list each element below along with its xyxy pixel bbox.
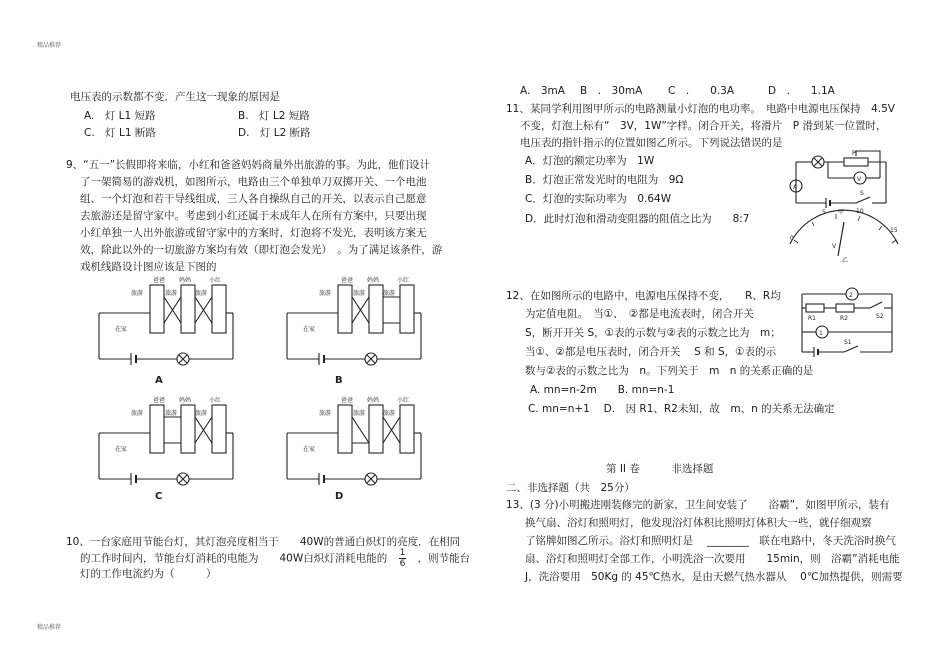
label-dad: 爸爸 — [341, 277, 354, 284]
q9-line: 小红单独一人出外旅游或留守家中的方案时，灯泡将不发光，表明该方案无 — [80, 227, 427, 239]
r2-label: R2 — [840, 315, 848, 322]
label-mom: 妈妈 — [367, 277, 380, 284]
meter-needle — [838, 222, 844, 256]
s2-label: S2 — [876, 313, 884, 320]
label-travel: 旅游 — [383, 410, 396, 417]
meter-unit: V — [832, 243, 837, 250]
r2-resistor — [836, 304, 854, 312]
section-title: 第 II 卷 非选择题 — [606, 463, 714, 475]
q12-circuit — [788, 282, 898, 364]
figure-yi-label: 乙 — [842, 257, 849, 264]
label-home: 在家 — [303, 326, 316, 333]
q12-line: 数与②表的示数之比为 n。下列关于 m n 的关系正确的是 — [525, 365, 814, 377]
diagram-b — [287, 285, 421, 365]
q9-line: 戏机线路设计图应该是下图的 — [80, 261, 217, 273]
rheostat-icon — [844, 158, 868, 166]
label-home: 在家 — [115, 326, 128, 333]
meter-ticks — [794, 214, 896, 243]
q12-option-ab: A. mn=n-2m B. mn=n-1 — [530, 384, 675, 396]
label-travel: 旅游 — [165, 290, 178, 297]
option-a-caption: A — [155, 375, 163, 386]
section-subtitle: 二、非选择题（共 25分） — [506, 482, 635, 494]
q12-line: 当①、②都是电压表时，闭合开关 S 和 S，①表的示 — [525, 346, 777, 358]
q8-option-d: D. 灯 L2 断路 — [238, 127, 311, 139]
q8-option-b: B. 灯 L2 短路 — [238, 110, 310, 122]
label-hong: 小红 — [397, 397, 410, 404]
svg-text:A: A — [793, 184, 798, 191]
label-hong: 小红 — [209, 277, 222, 284]
diagram-a — [99, 285, 233, 365]
label-dad: 爸爸 — [153, 277, 166, 284]
q11-option-d: D．此时灯泡和滑动变阻器的阻值之比为 8:7 — [525, 213, 750, 225]
label-mom: 妈妈 — [179, 397, 192, 404]
q9-line: 9、“五一”长假即将来临，小红和爸爸妈妈商量外出旅游的事。为此，他们设计 — [66, 159, 431, 171]
label-travel: 旅游 — [383, 290, 396, 297]
watermark-top: 精品推荐 — [37, 42, 62, 49]
q9-circuit-diagrams — [95, 277, 435, 505]
watermark-bottom: 精品推荐 — [37, 624, 62, 631]
svg-text:V: V — [857, 176, 862, 183]
label-dad: 爸爸 — [153, 397, 166, 404]
q11-line: 不变，灯泡上标有“ 3V，1W”字样。闭合开关，将滑片 P 滑到某一位置时， — [520, 120, 887, 132]
meter-tick-5: 5 — [822, 209, 826, 216]
q10-option-d: D . 1.1A — [768, 85, 835, 97]
label-mom: 妈妈 — [179, 277, 192, 284]
label-travel: 旅游 — [131, 410, 144, 417]
meter-tick-10: 10 — [856, 208, 864, 215]
label-travel: 旅游 — [195, 410, 208, 417]
label-travel: 旅游 — [353, 410, 366, 417]
diagram-c — [99, 405, 233, 485]
q13-line: 扇、浴灯和照明灯全部工作，小明洗浴一次要用 15min，则 浴霸”消耗电能 — [525, 553, 900, 565]
q11-option-a: A．灯泡的额定功率为 1W — [525, 155, 655, 167]
label-travel: 旅游 — [319, 290, 332, 297]
q8-option-c: C. 灯 L1 断路 — [84, 127, 156, 139]
q9-line: 去旅游还是留守家中。考虑到小红还属于未成年人在所有方案中，只要出现 — [80, 210, 427, 222]
q10-option-a: A. 3mA — [520, 85, 565, 97]
meter-tick-15: 15 — [890, 227, 898, 234]
r1-resistor — [806, 304, 824, 312]
q10-line2b: ，则节能台 — [417, 552, 471, 565]
q10-fraction — [399, 548, 407, 569]
q13-line: 换气扇、浴灯和照明灯，他发现浴灯体积比照明灯体积大一些，就仔细观察 — [525, 517, 872, 529]
label-travel: 旅游 — [195, 290, 208, 297]
option-c-caption: C — [155, 491, 163, 502]
q12-line: S，断开开关 S，①表的示数与②表的示数之比为 m； — [525, 327, 781, 339]
q8-tail: 电压表的示数都不变．产生这一现象的原因是 — [70, 91, 280, 103]
q10-line2a: 的工作时间内，节能台灯消耗的电能为 40W白炽灯消耗电能的 — [80, 552, 388, 565]
q10-line1: 10、一台家庭用节能台灯，其灯泡亮度相当于 40W的普通白炽灯的亮度．在相同 — [66, 536, 461, 548]
svg-text:P: P — [852, 150, 856, 157]
label-hong: 小红 — [397, 277, 410, 284]
q11-line: 11、某同学利用图甲所示的电路测量小灯泡的电功率。 电路中电源电压保持 4.5V — [506, 103, 895, 115]
figure-jia-label: 甲 — [838, 209, 845, 216]
svg-text:S: S — [860, 190, 864, 197]
meter-tick-0: 0 — [790, 235, 794, 242]
q11-option-c: C．灯泡的实际功率为 0.64W — [525, 193, 672, 205]
q12-line: 12、在如图所示的电路中，电源电压保持不变， R、R均 — [506, 290, 781, 302]
option-d-caption: D — [335, 491, 344, 502]
q8-option-a: A. 灯 L1 短路 — [84, 110, 156, 122]
r1-label: R1 — [808, 315, 816, 322]
q13-line: J，洗浴要用 50Kg 的 45℃热水，是由天燃气热水器从 0℃加热提供，则需要 — [525, 571, 903, 583]
q9-line: 了一架简易的游戏机，如图所示，电路由三个单独单刀双掷开关、一个电池 — [80, 176, 427, 188]
q12-line: 为定值电阻。 当①、 ②都是电流表时，闭合开关 — [525, 308, 754, 320]
label-home: 在家 — [303, 446, 316, 453]
q11-figure — [786, 148, 906, 268]
q10-option-b: B . 30mA — [580, 85, 643, 97]
label-travel: 旅游 — [131, 290, 144, 297]
option-b-caption: B — [335, 375, 343, 386]
label-mom: 妈妈 — [367, 397, 380, 404]
q12-option-cd: C. mn=n+1 D. 因 R1、R2未知，故 m、n 的关系无法确定 — [528, 403, 835, 415]
q10-option-c: C . 0.3A — [668, 85, 735, 97]
q11-line: 电压表的指针指示的位置如图乙所示。下列说法错误的是 — [520, 137, 783, 149]
q9-line: 效，除此以外的一切旅游方案均有效（即灯泡会发光） 。为了满足该条件，游 — [80, 244, 443, 256]
q11-option-b: B．灯泡正常发光时的电阻为 9Ω — [525, 174, 684, 186]
diagram-d — [287, 405, 421, 485]
meter-1-label: 1 — [819, 330, 823, 337]
label-travel: 旅游 — [165, 410, 178, 417]
s1-label: S1 — [844, 339, 852, 346]
label-hong: 小红 — [209, 397, 222, 404]
q10-fraction-denominator: 6 — [399, 559, 406, 569]
q10-line3: 灯的工作电流约为（ ） — [80, 568, 217, 580]
label-home: 在家 — [115, 446, 128, 453]
q9-line: 组、一个灯泡和若干导线组成，三人各自操纵自己的开关，以表示自己愿意 — [80, 193, 427, 205]
label-travel: 旅游 — [319, 410, 332, 417]
label-dad: 爸爸 — [341, 397, 354, 404]
q13-line: 了铭牌如图乙所示。浴灯和照明灯是 ________ 联在电路中，冬天洗浴时换气 — [525, 535, 896, 547]
q10-line2 — [80, 548, 470, 569]
label-travel: 旅游 — [353, 290, 366, 297]
meter-2-label: 2 — [849, 292, 853, 299]
q13-line: 13、(3 分)小明搬进刚装修完的新家，卫生间安装了 浴霸”，如图甲所示，装有 — [506, 499, 890, 511]
q10-fraction-numerator: 1 — [399, 548, 406, 558]
